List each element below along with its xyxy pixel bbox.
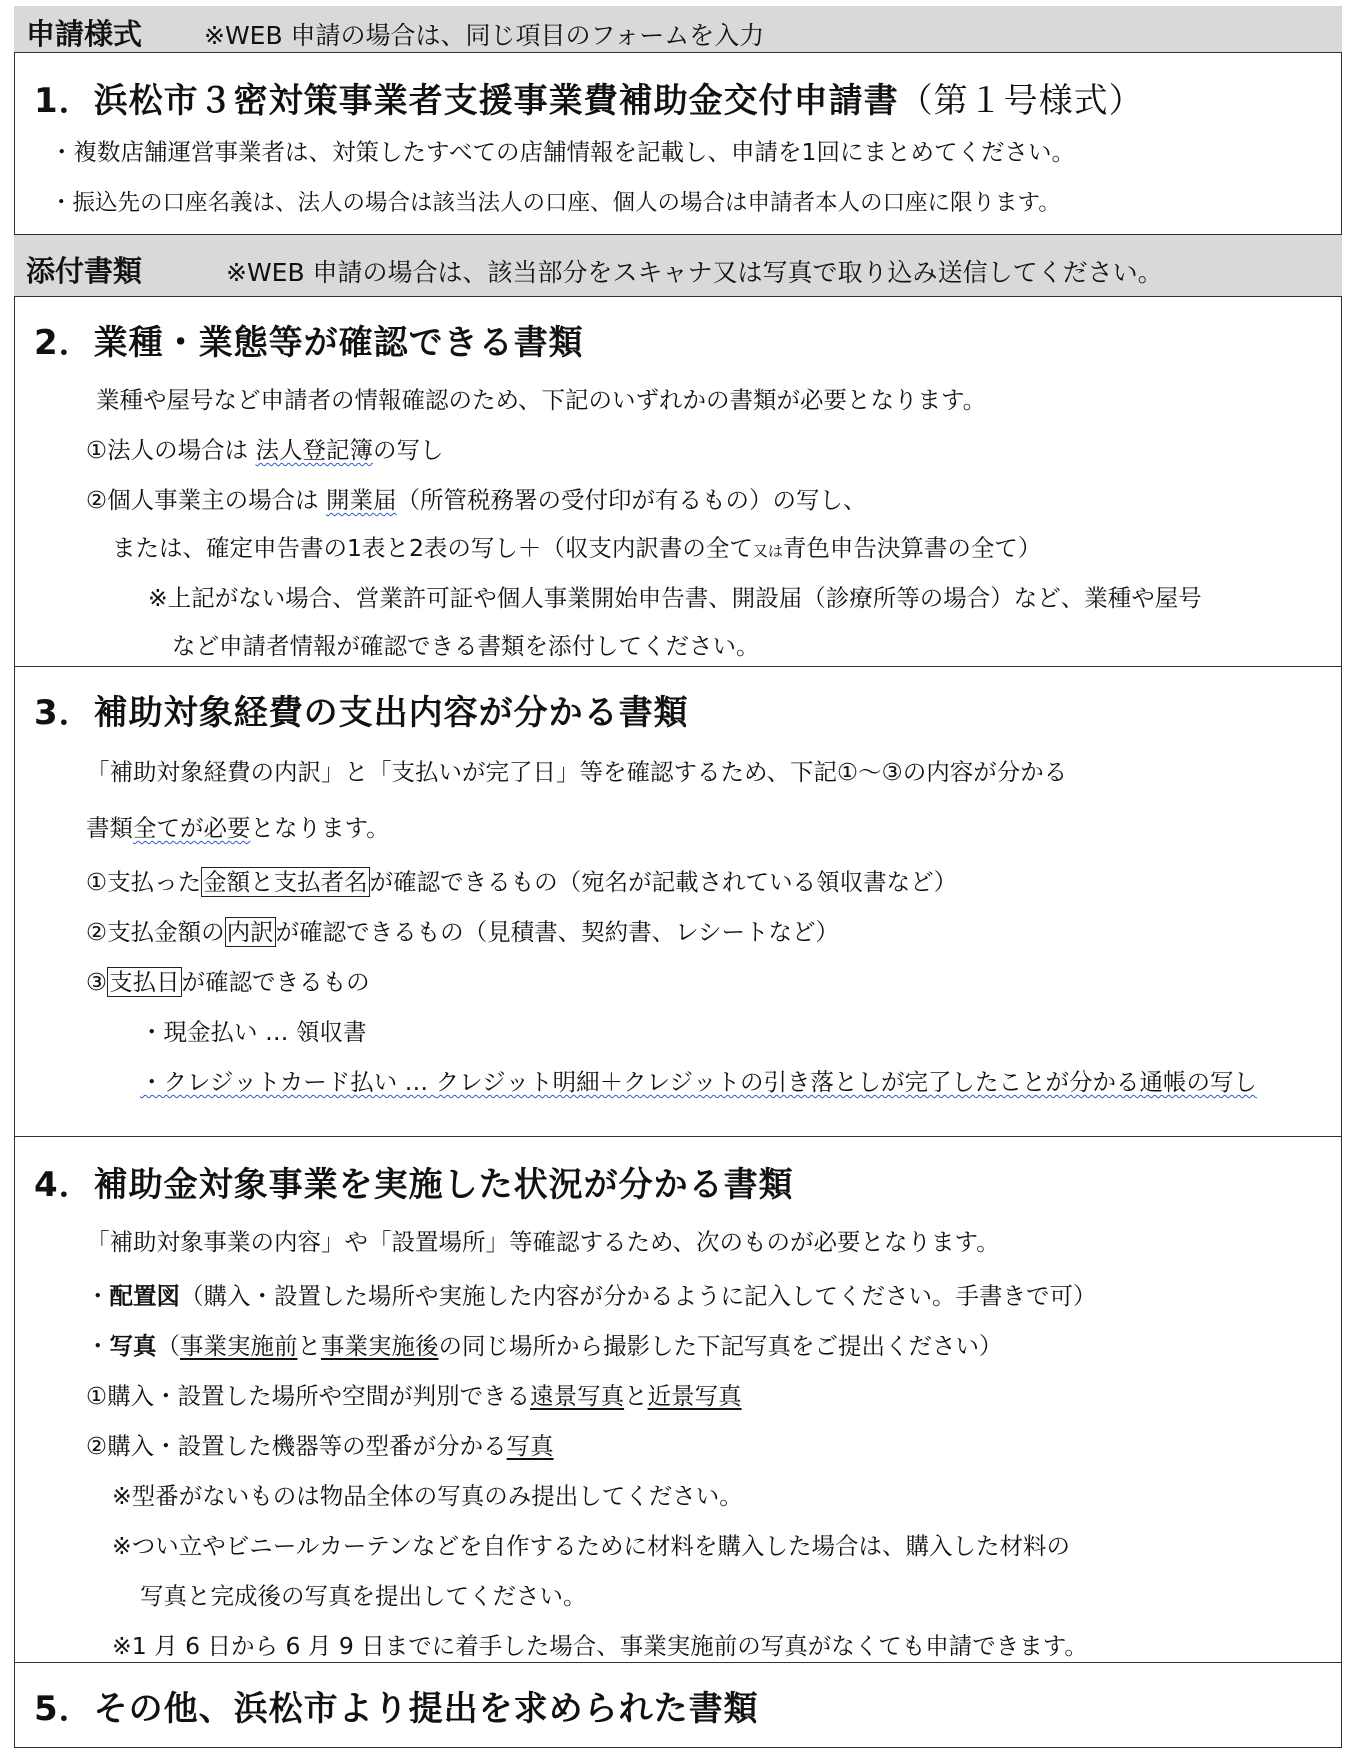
- section-3-intro-2: 書類全てが必要となります。: [86, 814, 390, 842]
- section-4-note-3: ※1 月 6 日から 6 月 9 日までに着手した場合、事業実施前の写真がなくても申請できます。: [112, 1632, 1088, 1660]
- section-2-item-2-alt: または、確定申告書の1表と2表の写し＋（収支内訳書の全て又は青色申告決算書の全て）: [112, 534, 1042, 562]
- section-1: [14, 52, 1342, 234]
- section-4-photo: ・写真（事業実施前と事業実施後の同じ場所から撮影した下記写真をご提出ください）: [86, 1332, 1003, 1360]
- section-1-title: 1．浜松市３密対策事業者支援事業費補助金交付申請書（第１号様式）: [34, 81, 1144, 121]
- section-3-item-2: ②支払金額の内訳が確認できるもの（見積書、契約書、レシートなど）: [86, 918, 839, 946]
- section-2-note-2: など申請者情報が確認できる書類を添付してください。: [172, 632, 760, 660]
- section-4-title: 4．補助金対象事業を実施した状況が分かる書類: [34, 1165, 794, 1205]
- section-4-note-2a: ※つい立やビニールカーテンなどを自作するために材料を購入した場合は、購入した材料の: [112, 1532, 1071, 1560]
- application-form-header: [14, 6, 1342, 52]
- section-4-note-2b: 写真と完成後の写真を提出してください。: [140, 1582, 587, 1610]
- section-2-note-1: ※上記がない場合、営業許可証や個人事業開始申告書、開設届（診療所等の場合）など、業種や屋号: [148, 584, 1202, 612]
- section-3: [14, 666, 1342, 1136]
- section-3-cash: ・現金払い … 領収書: [140, 1018, 367, 1046]
- application-form-label: 申請様式: [26, 17, 143, 51]
- section-4-photo-2: ②購入・設置した機器等の型番が分かる写真: [86, 1432, 554, 1460]
- section-2-item-1: ①法人の場合は 法人登記簿の写し: [86, 436, 444, 464]
- section-4-intro: 「補助対象事業の内容」や「設置場所」等確認するため、次のものが必要となります。: [86, 1228, 1000, 1256]
- section-3-title: 3．補助対象経費の支出内容が分かる書類: [34, 693, 689, 733]
- section-3-item-1: ①支払った金額と支払者名が確認できるもの（宛名が記載されている領収書など）: [86, 868, 958, 896]
- note-bank-account: ・振込先の口座名義は、法人の場合は該当法人の口座、個人の場合は申請者本人の口座に限ります。: [50, 190, 1061, 216]
- attachments-label: 添付書類: [26, 254, 143, 288]
- section-5: [14, 1662, 1342, 1748]
- section-5-title: 5．その他、浜松市より提出を求められた書類: [34, 1689, 759, 1729]
- section-3-item-3: ③支払日が確認できるもの: [86, 968, 370, 996]
- note-multiple-stores: ・複数店舗運営事業者は、対策したすべての店舗情報を記載し、申請を1回にまとめてください。: [50, 138, 1075, 166]
- application-form-note: ※WEB 申請の場合は、同じ項目のフォームを入力: [204, 21, 765, 50]
- section-4-note-1: ※型番がないものは物品全体の写真のみ提出してください。: [112, 1482, 743, 1510]
- section-4-layout: ・配置図（購入・設置した場所や実施した内容が分かるように記入してください。手書きで可）: [86, 1282, 1097, 1310]
- attachments-header: [14, 234, 1342, 296]
- section-2-item-2: ②個人事業主の場合は 開業届（所管税務署の受付印が有るもの）の写し、: [86, 486, 867, 514]
- attachments-note: ※WEB 申請の場合は、該当部分をスキャナ又は写真で取り込み送信してください。: [226, 258, 1163, 287]
- section-3-credit: ・クレジットカード払い … クレジット明細＋クレジットの引き落としが完了したことが分かる通帳の写し: [140, 1068, 1257, 1096]
- section-3-intro-1: 「補助対象経費の内訳」と「支払いが完了日」等を確認するため、下記①～③の内容が分かる: [86, 758, 1068, 786]
- section-2-intro: 業種や屋号など申請者の情報確認のため、下記のいずれかの書類が必要となります。: [96, 386, 987, 414]
- section-4-photo-1: ①購入・設置した場所や空間が判別できる遠景写真と近景写真: [86, 1382, 742, 1410]
- section-4: [14, 1136, 1342, 1662]
- section-2: [14, 296, 1342, 666]
- section-2-title: 2．業種・業態等が確認できる書類: [34, 323, 584, 363]
